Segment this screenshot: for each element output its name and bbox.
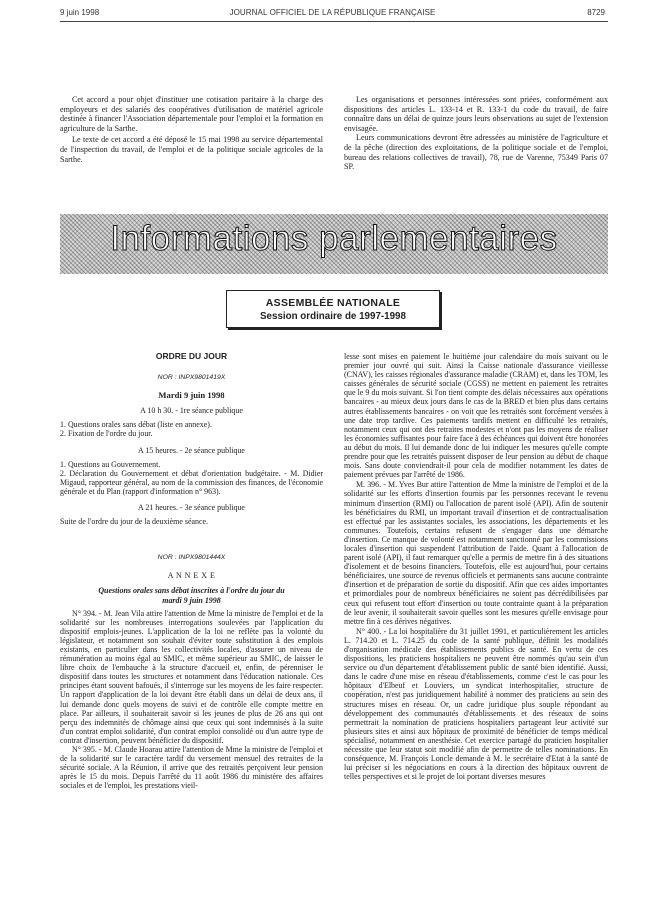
assembly-box	[226, 290, 440, 328]
session-heading: A 15 heures. - 2e séance publique	[138, 445, 245, 455]
nor-reference: NOR : INPX9801419X	[157, 374, 226, 382]
list-item: 2. Déclaration du Gouvernement et débat d'orientation budgétaire. - M. Didier Migaud, rapporteur général, au nom de la commission des finances, de l'économie générale et du Plan (rapport d'information n° 963).	[60, 468, 323, 496]
session-heading: A 21 heures. - 3e séance publique	[138, 503, 245, 513]
header-page-number: 8729	[587, 8, 605, 17]
list-item: 1. Questions au Gouvernement.	[60, 459, 161, 469]
top-right-column	[344, 95, 608, 172]
assembly-session: Session ordinaire de 1997-1998	[260, 311, 406, 322]
header-date: 9 juin 1998	[60, 8, 100, 17]
paragraph: Suite de l'ordre du jour de la deuxième séance.	[60, 517, 208, 527]
header-journal-title: JOURNAL OFFICIEL DE LA RÉPUBLIQUE FRANÇAISE	[229, 8, 436, 17]
paragraph: Leurs communications devront être adressées au ministère de l'agriculture et de la pêche (direction des exploitations, de la politique sociale et de l'emploi, bureau des relations collectives de travail), 78, rue de Varenne, 75349 Paris 07 SP.	[344, 133, 608, 172]
list-item: 1. Questions orales sans débat (liste en annexe).	[60, 420, 212, 430]
nor-reference: NOR : INPX9801444X	[157, 554, 226, 562]
list-item: 2. Fixation de l'ordre du jour.	[60, 429, 153, 439]
agenda-list	[60, 460, 323, 496]
session-heading: A 10 h 30. - 1re séance publique	[140, 406, 243, 416]
agenda-list	[60, 420, 323, 438]
section-banner	[60, 214, 608, 274]
header-rule	[60, 21, 608, 22]
question-395: N° 395. - M. Claude Hoarau attire l'attention de Mme la ministre de l'emploi et de la solidarité sur le caractère tardif du versement mensuel des retraites de la sécurité sociale. A la Réunion, il arrive que des retraités perçoivent leur pension après le 15 du mois. Depuis l'arrêté du 11 août 1986 du ministère des affaires sociales et de l'emploi, les prestations vieil-	[60, 745, 323, 791]
paragraph: Cet accord a pour objet d'instituer une cotisation paritaire à la charge des employeurs et des salariés des coopératives d'utilisation de matériel agricole destinée à financer l'Association départementale pour l'emploi et la formation en agriculture de la Sarthe.	[60, 95, 323, 133]
banner-title: Informations parlementaires	[110, 219, 558, 258]
question-396: M. 396. - M. Yves Bur attire l'attention de Mme la ministre de l'emploi et de la solidarité sur les efforts d'insertion fournis par les personnes recevant le revenu minimum d'insertion (RMI) ou l'allocation de parent isolé (API). Afin de soutenir les bénéficiaires du RMI, un important travail d'insertion et de contractualisation est effectué par les assistantes sociales, les associations, les départements et les communes. Toutefois, certains refusent de s'engager dans une démarche d'insertion. Ce manque de volonté est notamment sanctionné par les commissions locales d'insertion qui suspendent l'attribution de l'aide. Quant à l'allocation de parent isolé (API), il faut remarquer qu'elle a permis de mettre fin à des situations d'isolement et de besoins financiers. Toutefois, elle est aujourd'hui, pour certains bénéficiaires, une source de revenus officiels et permanents sans aucune contrainte d'insertion et de préparation de sortie du dispositif. Afin que ces aides importantes et primordiales pour de nombreux bénéficiaires ne soient pas décrédibilisées par ceux qui refusent tout effort d'insertion ou toute contrainte quant à la préparation de leur avenir, il souhaiterait savoir quelles sont les mesures qu'elle envisage pour mettre fin à ces dérives négatives.	[344, 480, 608, 626]
left-column	[60, 352, 323, 790]
page-header	[0, 8, 665, 22]
question-394: N° 394. - M. Jean Vila attire l'attention de Mme la ministre de l'emploi et de la solidarité sur les nombreuses interrogations soulevées par l'application du dispositif emplois-jeunes. L'application de la loi ne reflète pas la volonté du législateur, et notamment son souhait d'éviter toute substitution à des emplois existants, en particulier dans les collectivités locales, d'assurer un niveau de rémunération au moins égal au SMIC, et même supérieur au SMIC, de laisser le libre choix de l'embauche à la structure d'accueil et, enfin, de pérenniser le dispositif dans toutes les structures et notamment dans l'éducation nationale. Ces principes étant souvent bafoués, il s'interroge sur les moyens de les faire respecter. Un rapport d'application de la loi devant être établi dans un délai de deux ans, il lui demande donc quels moyens de suivi et de contrôle elle compte mettre en place. Par ailleurs, il souhaiterait savoir si les jeunes de plus de 26 ans qui ont perçu des indemnités de chômage ainsi que ceux qui sont indemnisés à la suite d'un contrat emploi solidarité, d'un contrat emploi consolidé ou d'un autre type de contrat d'insertion, peuvent bénéficier du dispositif.	[60, 608, 323, 745]
agenda-heading: ORDRE DU JOUR	[155, 351, 228, 361]
paragraph: Les organisations et personnes intéressées sont priées, conformément aux dispositions des articles L. 133-14 et R. 133-1 du code du travail, de faire connaître dans un délai de quinze jours leurs observations au sujet de l'extension envisagée.	[344, 95, 608, 133]
right-column	[344, 352, 608, 781]
top-left-column	[60, 95, 323, 164]
session-date: Mardi 9 juin 1998	[158, 390, 225, 401]
paragraph: lesse sont mises en paiement le huitième jour calendaire du mois suivant ou le premier jour ouvré qui suit. Ainsi la Caisse nationale d'assurance vieillesse (CNAV), les caisses régionales d'assurance maladie (CRAM) et, dans les TOM, les caisses générales de sécurité sociale (CGSS) ne mettent en paiement les retraites que le 9 du mois suivant. Si l'on tient compte des délais nécessaires aux opérations bancaires - au mieux deux jours dans le cas de la BRED et bien plus dans certains autres établissements bancaires - on voit que les retraités sont forcément versées à une date trop tardive. Ces paiements tardifs mettent en difficulté les retraités, notamment ceux qui ont des retraites modestes et n'ont pas les moyens de réaliser les économies suffisantes pour faire face à des échéances qui doivent être honorées au début du mois. Il lui demande donc de lui indiquer les mesures qu'elle compte prendre pour que les retraités puissent disposer de leur pension au début de chaque mois. Sans doute conviendrait-il pour cela de modifier notamment les dates de paiement prévues par l'arrêté de 1986.	[344, 352, 608, 480]
questions-title: Questions orales sans débat inscrites à l'ordre du jour du mardi 9 juin 1998	[98, 586, 285, 605]
annexe-heading: A N N E X E	[167, 571, 216, 581]
question-400: N° 400. - La loi hospitalière du 31 juillet 1991, et particulièrement les articles L. 714.20 et L. 714.25 du code de la santé publique, définit les modalités d'organisation médicale des établissements publics de santé. En vertu de ces dispositions, les praticiens hospitaliers ne peuvent être nommés qu'au sein d'un service ou d'un département d'établissement public de santé bien identifié. Aussi, dans le cadre d'une mise en réseau d'établissements, comme c'est le cas pour les hôpitaux d'Elbeuf et Louviers, un syndicat interhospitalier, structure de coopération, n'est pas juridiquement habilité à nommer des praticiens au sein des structures mises en réseau. Or, un cadre juridique plus souple répondant au développement des communautés d'établissements et des réseaux de soins permettrait la nomination de praticiens hospitaliers partageant leur activité sur plusieurs sites et ainsi aux hôpitaux de proximité de bénéficier de temps médical spécialisé, notamment en anesthésie. Cet exercice partagé du praticien hospitalier nécessite que leur statut soit modifié afin de permettre de telles nominations. En conséquence, M. François Loncle demande à M. le secrétaire d'Etat à la santé de lui préciser si les négociations en cours à la direction des hôpitaux ouvrent de telles perspectives et si le projet de loi portant diverses mesures	[344, 626, 608, 782]
assembly-name: ASSEMBLÉE NATIONALE	[265, 297, 401, 309]
paragraph: Le texte de cet accord a été déposé le 15 mai 1998 au service départemental de l'inspection du travail, de l'emploi et de la politique sociale agricoles de la Sarthe.	[60, 135, 323, 164]
